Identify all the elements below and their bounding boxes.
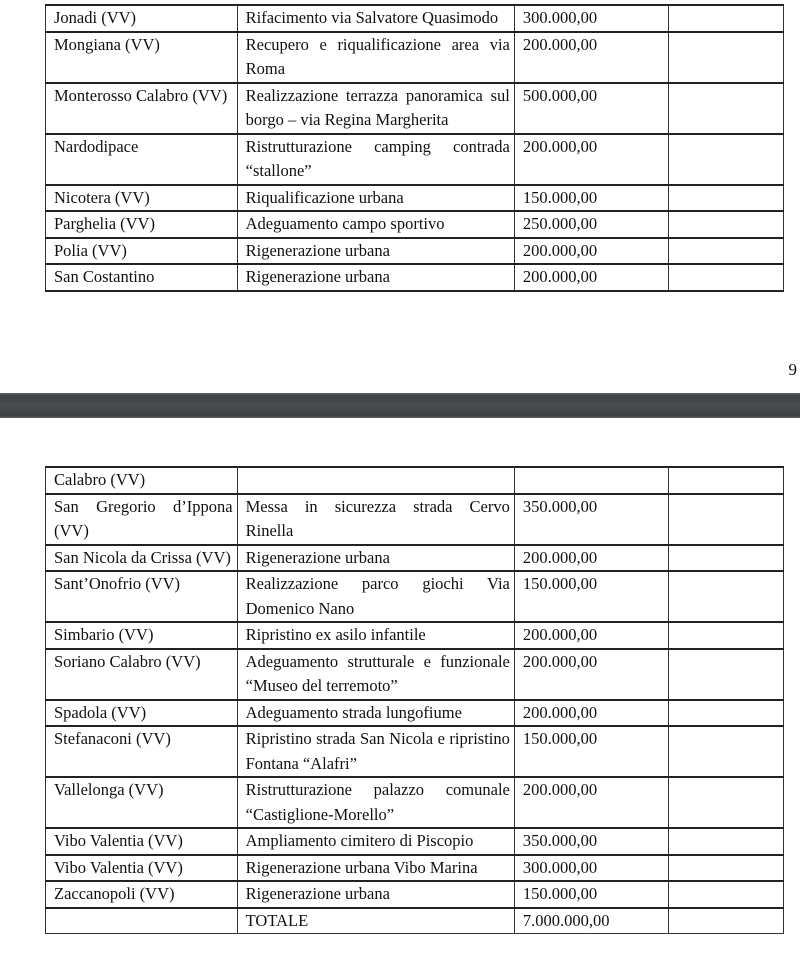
municipality-cell: Spadola (VV) [46, 700, 238, 727]
municipality-cell: Calabro (VV) [46, 467, 238, 494]
municipality-cell: Sant’Onofrio (VV) [46, 571, 238, 622]
table-row [46, 467, 784, 494]
table-row [46, 264, 784, 291]
municipality-cell: San Gregorio d’Ippona (VV) [46, 494, 238, 545]
municipality-cell: Stefanaconi (VV) [46, 726, 238, 777]
note-cell [668, 726, 783, 777]
note-cell [668, 134, 783, 185]
amount-cell: 200.000,00 [514, 238, 668, 265]
project-cell: Adeguamento strada lungofiume [237, 700, 514, 727]
municipality-cell: San Nicola da Crissa (VV) [46, 545, 238, 572]
note-cell [668, 211, 783, 238]
note-cell [668, 83, 783, 134]
amount-cell: 300.000,00 [514, 5, 668, 32]
note-cell [668, 5, 783, 32]
municipality-cell: Vibo Valentia (VV) [46, 855, 238, 882]
project-cell: Rigenerazione urbana [237, 264, 514, 291]
municipality-cell: Zaccanopoli (VV) [46, 881, 238, 908]
table-row [46, 828, 784, 855]
note-cell [668, 494, 783, 545]
note-cell [668, 855, 783, 882]
total-empty-cell [46, 908, 238, 934]
table-row [46, 5, 784, 32]
table-row [46, 32, 784, 83]
note-cell [668, 777, 783, 828]
project-cell: Ristrutturazione camping contrada “stallone” [237, 134, 514, 185]
table-row [46, 571, 784, 622]
amount-cell: 300.000,00 [514, 855, 668, 882]
page-separator [0, 393, 800, 418]
amount-cell: 200.000,00 [514, 649, 668, 700]
amount-cell: 200.000,00 [514, 264, 668, 291]
table-row [46, 211, 784, 238]
table-row [46, 777, 784, 828]
note-cell [668, 622, 783, 649]
project-cell: Riqualificazione urbana [237, 185, 514, 212]
total-row [46, 908, 784, 934]
total-amount: 7.000.000,00 [514, 908, 668, 934]
amount-cell: 200.000,00 [514, 545, 668, 572]
amount-cell: 200.000,00 [514, 622, 668, 649]
municipality-cell: Soriano Calabro (VV) [46, 649, 238, 700]
note-cell [668, 828, 783, 855]
note-cell [668, 185, 783, 212]
project-cell: Rigenerazione urbana [237, 881, 514, 908]
project-cell: Adeguamento strutturale e funzionale “Museo del terremoto” [237, 649, 514, 700]
total-note-cell [668, 908, 783, 934]
table-row [46, 83, 784, 134]
municipality-cell: Nicotera (VV) [46, 185, 238, 212]
project-cell: Messa in sicurezza strada Cervo Rinella [237, 494, 514, 545]
funding-table-continued [45, 4, 784, 292]
municipality-cell: Vallelonga (VV) [46, 777, 238, 828]
project-cell: Ripristino strada San Nicola e ripristino Fontana “Alafri” [237, 726, 514, 777]
amount-cell: 250.000,00 [514, 211, 668, 238]
municipality-cell: San Costantino [46, 264, 238, 291]
table-row [46, 238, 784, 265]
amount-cell: 350.000,00 [514, 494, 668, 545]
amount-cell: 150.000,00 [514, 185, 668, 212]
note-cell [668, 467, 783, 494]
table-row [46, 726, 784, 777]
amount-cell: 200.000,00 [514, 32, 668, 83]
amount-cell: 200.000,00 [514, 777, 668, 828]
funding-table [45, 466, 784, 934]
municipality-cell: Monterosso Calabro (VV) [46, 83, 238, 134]
project-cell: Ristrutturazione palazzo comunale “Castiglione-Morello” [237, 777, 514, 828]
table-row [46, 649, 784, 700]
amount-cell: 350.000,00 [514, 828, 668, 855]
note-cell [668, 32, 783, 83]
table-row [46, 622, 784, 649]
table-row [46, 185, 784, 212]
municipality-cell: Vibo Valentia (VV) [46, 828, 238, 855]
amount-cell: 150.000,00 [514, 571, 668, 622]
document-page-bottom [0, 418, 800, 961]
amount-cell: 200.000,00 [514, 134, 668, 185]
project-cell: Adeguamento campo sportivo [237, 211, 514, 238]
note-cell [668, 545, 783, 572]
project-cell: Recupero e riqualificazione area via Roma [237, 32, 514, 83]
total-label: TOTALE [237, 908, 514, 934]
project-cell: Rigenerazione urbana [237, 545, 514, 572]
municipality-cell: Jonadi (VV) [46, 5, 238, 32]
note-cell [668, 264, 783, 291]
project-cell: Ampliamento cimitero di Piscopio [237, 828, 514, 855]
project-cell: Ripristino ex asilo infantile [237, 622, 514, 649]
note-cell [668, 238, 783, 265]
amount-cell: 150.000,00 [514, 881, 668, 908]
table-row [46, 700, 784, 727]
project-cell: Rigenerazione urbana Vibo Marina [237, 855, 514, 882]
note-cell [668, 881, 783, 908]
project-cell: Rifacimento via Salvatore Quasimodo [237, 5, 514, 32]
municipality-cell: Nardodipace [46, 134, 238, 185]
project-cell: Realizzazione parco giochi Via Domenico Nano [237, 571, 514, 622]
municipality-cell: Simbario (VV) [46, 622, 238, 649]
note-cell [668, 700, 783, 727]
project-cell [237, 467, 514, 494]
amount-cell: 500.000,00 [514, 83, 668, 134]
project-cell: Rigenerazione urbana [237, 238, 514, 265]
table-row [46, 881, 784, 908]
table-row [46, 134, 784, 185]
note-cell [668, 649, 783, 700]
table-row [46, 545, 784, 572]
amount-cell: 200.000,00 [514, 700, 668, 727]
table-row [46, 855, 784, 882]
municipality-cell: Mongiana (VV) [46, 32, 238, 83]
municipality-cell: Parghelia (VV) [46, 211, 238, 238]
table-row [46, 494, 784, 545]
note-cell [668, 571, 783, 622]
document-page-top [0, 0, 800, 393]
amount-cell [514, 467, 668, 494]
page-number: 9 [788, 360, 797, 379]
amount-cell: 150.000,00 [514, 726, 668, 777]
project-cell: Realizzazione terrazza panoramica sul borgo – via Regina Margherita [237, 83, 514, 134]
municipality-cell: Polia (VV) [46, 238, 238, 265]
